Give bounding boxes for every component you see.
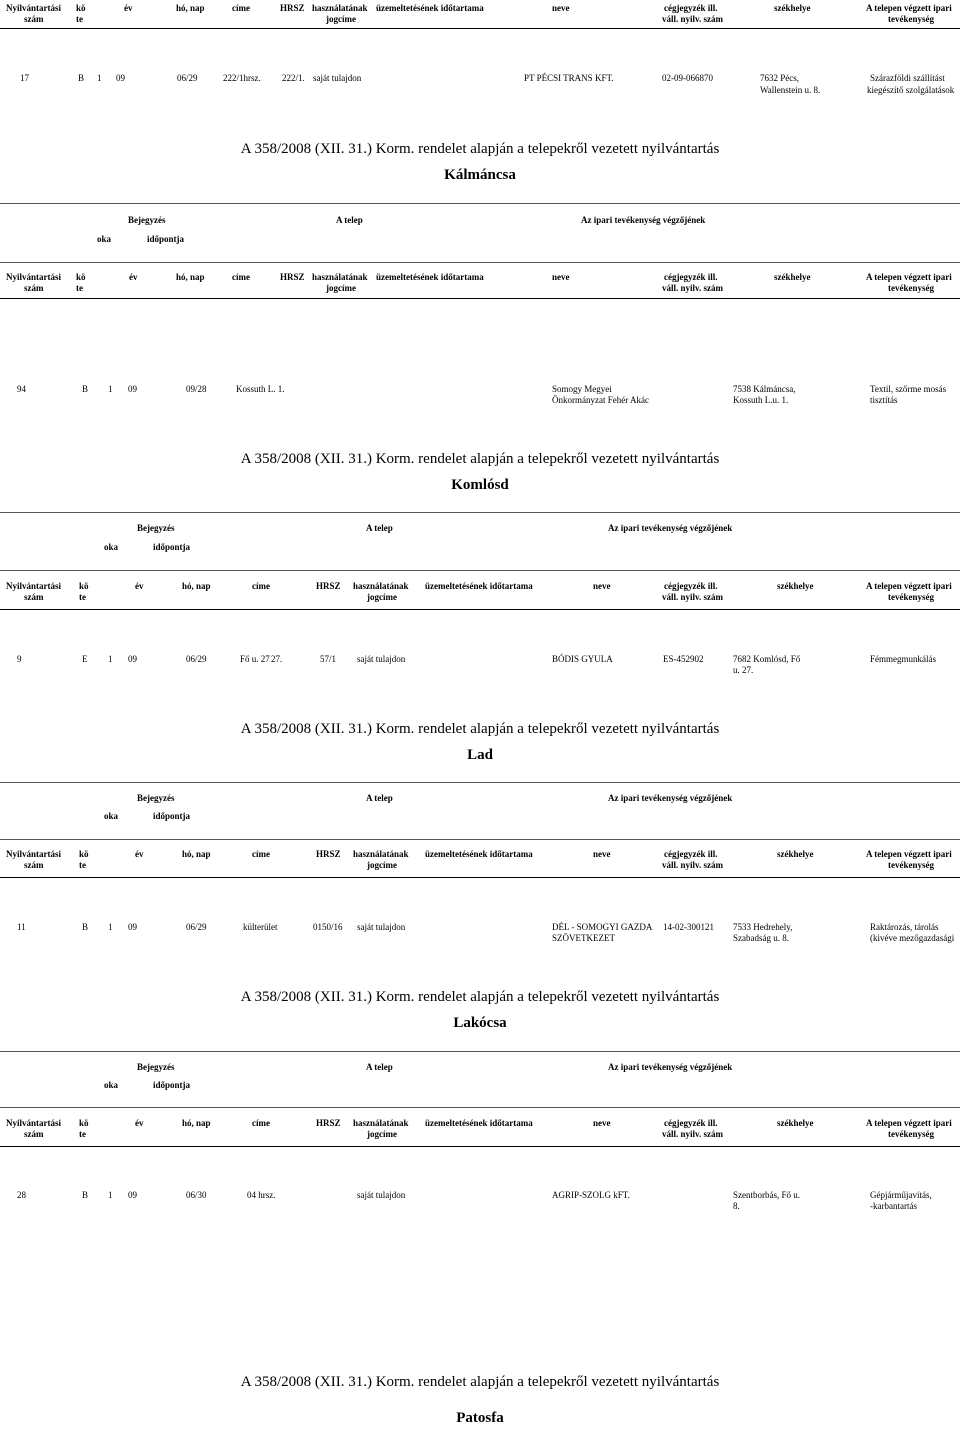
col-ko: kö — [79, 581, 89, 591]
col-ho-nap: hó, nap — [182, 1118, 211, 1128]
cell-jogcim: saját tulajdon — [357, 922, 406, 932]
cell-ev: 09 — [116, 73, 125, 83]
col-hasznalatanak: használatának — [353, 581, 409, 591]
col-szekhelye: székhelye — [774, 272, 811, 282]
col-hasznalatanak: használatának — [312, 272, 368, 282]
cell-cime: külterület — [243, 922, 278, 932]
cell-tevekenyseg-2: (kivéve mezőgazdasági — [870, 933, 955, 943]
col-cime: címe — [252, 849, 270, 859]
col-telepen: A telepen végzett ipari — [866, 1118, 952, 1128]
col-tevekenyseg: tevékenység — [888, 860, 934, 870]
col-cime: címe — [232, 272, 250, 282]
col-ev: év — [135, 1118, 144, 1128]
town-name: Lakócsa — [453, 1015, 507, 1031]
cell-te: 1 — [97, 73, 102, 83]
cell-cegjegyzek: 02-09-066870 — [662, 73, 713, 83]
bejegyzes-label: Bejegyzés — [137, 793, 175, 803]
col-szam: szám — [24, 14, 44, 24]
cell-cegjegyzek: 14-02-300121 — [663, 922, 714, 932]
col-neve: neve — [593, 1118, 611, 1128]
bejegyzes-label: Bejegyzés — [137, 523, 175, 533]
cell-tevekenyseg-2: tisztítás — [870, 395, 898, 405]
cell-tevekenyseg-2: kiegészítő szolgálatások — [867, 85, 955, 95]
col-hrsz: HRSZ — [280, 272, 305, 282]
section-title: A 358/2008 (XII. 31.) Korm. rendelet alapján a telepekről vezetett nyilvántartás — [240, 1374, 720, 1390]
col-ho-nap: hó, nap — [182, 849, 211, 859]
cell-neve-2: Önkormányzat Fehér Akác — [552, 395, 649, 405]
cell-szam: 17 — [20, 73, 29, 83]
divider — [0, 839, 960, 840]
col-hasznalatanak: használatának — [353, 849, 409, 859]
cell-neve: PT PÉCSI TRANS KFT. — [524, 73, 614, 83]
col-hrsz: HRSZ — [316, 1118, 341, 1128]
cell-ev: 09 — [128, 1190, 137, 1200]
col-jogcime: jogcíme — [326, 14, 356, 24]
col-ev: év — [124, 3, 133, 13]
cell-neve: AGRIP-SZOLG kFT. — [552, 1190, 630, 1200]
col-szekhelye: székhelye — [777, 581, 814, 591]
col-te: te — [76, 283, 83, 293]
cell-neve-2: SZÖVETKEZET — [552, 933, 615, 943]
cell-cime: 04 hrsz. — [247, 1190, 276, 1200]
col-vall-nyilv: váll. nyilv. szám — [662, 592, 724, 602]
cell-ko: B — [82, 1190, 89, 1200]
col-uzemeltetes: üzemeltetésének időtartama — [376, 3, 484, 13]
col-neve: neve — [593, 581, 611, 591]
section-title: A 358/2008 (XII. 31.) Korm. rendelet alapján a telepekről vezetett nyilvántartás — [240, 989, 720, 1005]
col-neve: neve — [552, 272, 570, 282]
cell-neve: Somogy Megyei — [552, 384, 612, 394]
col-te: te — [79, 860, 86, 870]
col-ev: év — [135, 581, 144, 591]
az-ipari-label: Az ipari tevékenység végzőjének — [608, 1062, 733, 1072]
cell-ho-nap: 06/29 — [186, 654, 207, 664]
col-cegjegyzek: cégjegyzék ill. — [664, 849, 718, 859]
divider — [0, 1146, 960, 1147]
col-telepen: A telepen végzett ipari — [866, 272, 952, 282]
cell-cime: Fő u. 27 — [240, 654, 270, 664]
cell-szekhely-1: 7632 Pécs, — [760, 73, 799, 83]
cell-ev: 09 — [128, 384, 137, 394]
divider — [0, 609, 960, 610]
col-cime: címe — [232, 3, 250, 13]
a-telep-label: A telep — [336, 215, 363, 225]
col-ev: év — [129, 272, 138, 282]
cell-tevekenyseg-1: Gépjárműjavítás, — [870, 1190, 932, 1200]
cell-jogcim: saját tulajdon — [357, 654, 406, 664]
col-nyilvantartasi: Nyilvántartási — [6, 849, 61, 859]
az-ipari-label: Az ipari tevékenység végzőjének — [581, 215, 706, 225]
idopontja-label: időpontja — [147, 234, 185, 244]
cell-neve: DÉL - SOMOGYI GAZDA — [552, 922, 653, 932]
divider — [0, 512, 960, 513]
divider — [0, 1051, 960, 1052]
cell-tevekenyseg-1: Szárazföldi szállítást — [870, 73, 945, 83]
cell-ho-nap: 06/29 — [177, 73, 198, 83]
col-neve: neve — [593, 849, 611, 859]
idopontja-label: időpontja — [153, 542, 191, 552]
section-title: A 358/2008 (XII. 31.) Korm. rendelet alapján a telepekről vezetett nyilvántartás — [240, 451, 720, 467]
idopontja-label: időpontja — [153, 1080, 191, 1090]
col-uzemeltetes: üzemeltetésének időtartama — [425, 581, 533, 591]
cell-tevekenyseg-2: -karbantartás — [870, 1201, 917, 1211]
col-nyilvantartasi: Nyilvántartási — [6, 272, 61, 282]
col-tevekenyseg: tevékenység — [888, 592, 934, 602]
col-cegjegyzek: cégjegyzék ill. — [664, 1118, 718, 1128]
col-nyilvantartasi: Nyilvántartási — [6, 1118, 61, 1128]
cell-te: 1 — [108, 922, 113, 932]
col-tevekenyseg: tevékenység — [888, 283, 934, 293]
cell-szekhely-2: 8. — [733, 1201, 740, 1211]
divider — [0, 570, 960, 571]
col-telepen: A telepen végzett ipari — [866, 849, 952, 859]
col-ko: kö — [76, 3, 86, 13]
col-cegjegyzek: cégjegyzék ill. — [664, 3, 718, 13]
cell-jogcim: saját tulajdon — [313, 73, 362, 83]
section-title: A 358/2008 (XII. 31.) Korm. rendelet alapján a telepekről vezetett nyilvántartás — [240, 721, 720, 737]
col-szam: szám — [24, 283, 44, 293]
cell-hrsz: 0150/16 — [313, 922, 343, 932]
cell-tevekenyseg-1: Fémmegmunkálás — [870, 654, 936, 664]
a-telep-label: A telep — [366, 793, 393, 803]
az-ipari-label: Az ipari tevékenység végzőjének — [608, 523, 733, 533]
col-nyilvantartasi: Nyilvántartási — [6, 581, 61, 591]
cell-ho-nap: 06/30 — [186, 1190, 207, 1200]
cell-ko: B — [82, 384, 89, 394]
col-szekhelye: székhelye — [774, 3, 811, 13]
divider — [0, 203, 960, 204]
col-szam: szám — [24, 1129, 44, 1139]
cell-ko: B — [82, 922, 89, 932]
col-hrsz: HRSZ — [280, 3, 305, 13]
col-ev: év — [135, 849, 144, 859]
cell-szam: 9 — [17, 654, 22, 664]
col-cegjegyzek: cégjegyzék ill. — [664, 581, 718, 591]
col-jogcime: jogcíme — [367, 1129, 397, 1139]
col-szam: szám — [24, 592, 44, 602]
cell-ko: E — [82, 654, 88, 664]
col-tevekenyseg: tevékenység — [888, 14, 934, 24]
divider — [0, 782, 960, 783]
cell-szam: 94 — [17, 384, 26, 394]
col-hasznalatanak: használatának — [312, 3, 368, 13]
col-te: te — [79, 1129, 86, 1139]
col-cegjegyzek: cégjegyzék ill. — [664, 272, 718, 282]
col-ko: kö — [79, 1118, 89, 1128]
town-name: Lad — [467, 747, 493, 763]
col-vall-nyilv: váll. nyilv. szám — [662, 860, 724, 870]
cell-jogcim: saját tulajdon — [357, 1190, 406, 1200]
col-szekhelye: székhelye — [777, 849, 814, 859]
cell-szekhely-2: Wallenstein u. 8. — [760, 85, 821, 95]
col-ko: kö — [76, 272, 86, 282]
col-szekhelye: székhelye — [777, 1118, 814, 1128]
cell-tevekenyseg-1: Textil, szőrme mosás — [870, 384, 947, 394]
col-hrsz: HRSZ — [316, 581, 341, 591]
cell-ev: 09 — [128, 654, 137, 664]
col-cime: címe — [252, 1118, 270, 1128]
oka-label: oka — [104, 1080, 119, 1090]
cell-szam: 28 — [17, 1190, 26, 1200]
cell-szekhely-2: u. 27. — [733, 665, 754, 675]
col-jogcime: jogcíme — [367, 592, 397, 602]
cell-ko: B — [78, 73, 85, 83]
town-name: Patosfa — [456, 1410, 504, 1426]
cell-te: 1 — [108, 1190, 113, 1200]
cell-hrsz-2: 57/1 — [320, 654, 337, 664]
col-vall-nyilv: váll. nyilv. szám — [662, 1129, 724, 1139]
cell-szekhely-2: Szabadság u. 8. — [733, 933, 789, 943]
oka-label: oka — [97, 234, 112, 244]
cell-hrsz: 222/1. — [282, 73, 305, 83]
cell-cime: 222/1hrsz. — [223, 73, 261, 83]
cell-neve: BÓDIS GYULA — [552, 654, 613, 664]
col-szam: szám — [24, 860, 44, 870]
bejegyzes-label: Bejegyzés — [128, 215, 166, 225]
idopontja-label: időpontja — [153, 811, 191, 821]
oka-label: oka — [104, 542, 119, 552]
divider — [0, 298, 960, 299]
col-hasznalatanak: használatának — [353, 1118, 409, 1128]
cell-te: 1 — [108, 654, 113, 664]
col-ko: kö — [79, 849, 89, 859]
cell-szekhely-1: 7533 Hedrehely, — [733, 922, 793, 932]
cell-szekhely-1: Szentborbás, Fő u. — [733, 1190, 800, 1200]
col-jogcime: jogcíme — [367, 860, 397, 870]
col-jogcime: jogcíme — [326, 283, 356, 293]
col-ho-nap: hó, nap — [176, 3, 205, 13]
oka-label: oka — [104, 811, 119, 821]
cell-cegjegyzek: ES-452902 — [663, 654, 704, 664]
divider — [0, 262, 960, 263]
cell-cime: Kossuth L. 1. — [236, 384, 285, 394]
col-uzemeltetes: üzemeltetésének időtartama — [425, 1118, 533, 1128]
col-ho-nap: hó, nap — [176, 272, 205, 282]
col-ho-nap: hó, nap — [182, 581, 211, 591]
col-cime: címe — [252, 581, 270, 591]
col-te: te — [76, 14, 83, 24]
col-neve: neve — [552, 3, 570, 13]
col-telepen: A telepen végzett ipari — [866, 3, 952, 13]
bejegyzes-label: Bejegyzés — [137, 1062, 175, 1072]
town-name: Komlósd — [451, 477, 509, 493]
cell-szekhely-1: 7538 Kálmáncsa, — [733, 384, 796, 394]
cell-ho-nap: 06/29 — [186, 922, 207, 932]
col-telepen: A telepen végzett ipari — [866, 581, 952, 591]
col-uzemeltetes: üzemeltetésének időtartama — [425, 849, 533, 859]
col-uzemeltetes: üzemeltetésének időtartama — [376, 272, 484, 282]
section-title: A 358/2008 (XII. 31.) Korm. rendelet alapján a telepekről vezetett nyilvántartás — [240, 141, 720, 157]
cell-ho-nap: 09/28 — [186, 384, 207, 394]
az-ipari-label: Az ipari tevékenység végzőjének — [608, 793, 733, 803]
col-nyilvantartasi: Nyilvántartási — [6, 3, 61, 13]
a-telep-label: A telep — [366, 523, 393, 533]
a-telep-label: A telep — [366, 1062, 393, 1072]
cell-szekhely-1: 7682 Komlósd, Fő — [733, 654, 801, 664]
col-hrsz: HRSZ — [316, 849, 341, 859]
divider — [0, 877, 960, 878]
divider — [0, 1107, 960, 1108]
col-te: te — [79, 592, 86, 602]
cell-tevekenyseg-1: Raktározás, tárolás — [870, 922, 939, 932]
divider — [0, 28, 960, 29]
col-vall-nyilv: váll. nyilv. szám — [662, 283, 724, 293]
col-vall-nyilv: váll. nyilv. szám — [662, 14, 724, 24]
cell-ev: 09 — [128, 922, 137, 932]
col-tevekenyseg: tevékenység — [888, 1129, 934, 1139]
cell-hrsz: 27. — [271, 654, 283, 664]
cell-szekhely-2: Kossuth L.u. 1. — [733, 395, 789, 405]
town-name: Kálmáncsa — [444, 167, 516, 183]
cell-te: 1 — [108, 384, 113, 394]
cell-szam: 11 — [17, 922, 26, 932]
